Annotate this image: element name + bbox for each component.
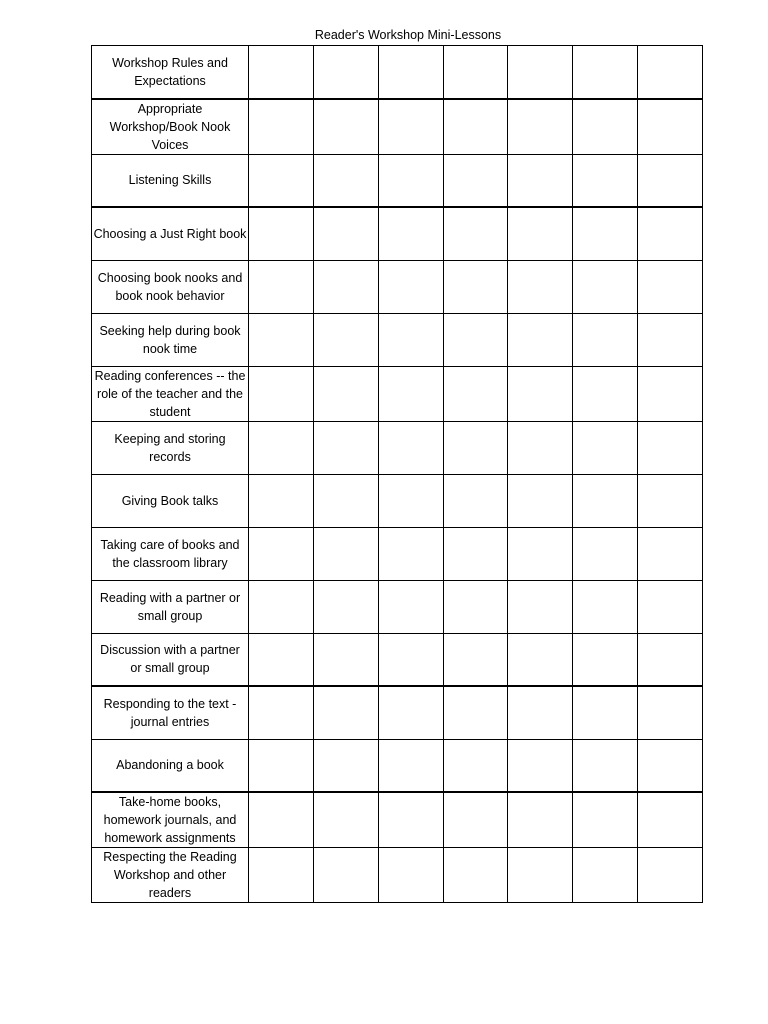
tracking-cell — [443, 474, 508, 527]
tracking-cell — [443, 739, 508, 792]
tracking-cell — [313, 474, 378, 527]
tracking-cell — [638, 527, 703, 580]
tracking-cell — [638, 313, 703, 366]
table-row — [92, 421, 703, 474]
tracking-cell — [249, 260, 314, 313]
tracking-cell — [573, 207, 638, 260]
lesson-label-cell: Reading conferences -- the role of the teacher and the student — [92, 366, 249, 421]
tracking-cell — [249, 792, 314, 848]
tracking-cell — [443, 792, 508, 848]
lesson-label-cell: Respecting the Reading Workshop and other readers — [92, 848, 249, 903]
mini-lessons-table — [91, 45, 703, 903]
lesson-label-cell: Choosing a Just Right book — [92, 207, 249, 260]
page-title: Reader's Workshop Mini-Lessons — [314, 28, 502, 42]
lesson-label-cell: Appropriate Workshop/Book Nook Voices — [92, 99, 249, 155]
lesson-label-cell: Take-home books, homework journals, and homework assignments — [92, 792, 249, 848]
tracking-cell — [443, 527, 508, 580]
tracking-cell — [638, 792, 703, 848]
table-row — [92, 313, 703, 366]
tracking-cell — [249, 686, 314, 739]
tracking-cell — [378, 46, 443, 99]
table-row — [92, 633, 703, 686]
lesson-label-cell: Taking care of books and the classroom library — [92, 527, 249, 580]
tracking-cell — [508, 686, 573, 739]
tracking-cell — [638, 739, 703, 792]
tracking-cell — [378, 633, 443, 686]
tracking-cell — [573, 527, 638, 580]
tracking-cell — [313, 686, 378, 739]
tracking-cell — [378, 313, 443, 366]
tracking-cell — [573, 848, 638, 903]
lesson-label-cell: Giving Book talks — [92, 474, 249, 527]
table-row — [92, 99, 703, 155]
tracking-cell — [313, 739, 378, 792]
tracking-cell — [508, 527, 573, 580]
tracking-cell — [573, 154, 638, 207]
tracking-cell — [249, 580, 314, 633]
lesson-label-cell: Abandoning a book — [92, 739, 249, 792]
table-row — [92, 686, 703, 739]
tracking-cell — [443, 421, 508, 474]
tracking-cell — [378, 848, 443, 903]
lesson-label-cell: Workshop Rules and Expectations — [92, 46, 249, 99]
tracking-cell — [508, 580, 573, 633]
table-row — [92, 580, 703, 633]
tracking-cell — [249, 474, 314, 527]
table-row — [92, 739, 703, 792]
tracking-cell — [638, 366, 703, 421]
tracking-cell — [313, 366, 378, 421]
tracking-cell — [249, 154, 314, 207]
tracking-cell — [378, 527, 443, 580]
tracking-cell — [378, 99, 443, 155]
tracking-cell — [508, 99, 573, 155]
table-row — [92, 474, 703, 527]
tracking-cell — [508, 313, 573, 366]
tracking-cell — [378, 154, 443, 207]
table-row — [92, 46, 703, 99]
tracking-cell — [508, 46, 573, 99]
tracking-cell — [573, 366, 638, 421]
table-row — [92, 366, 703, 421]
tracking-cell — [313, 46, 378, 99]
tracking-cell — [249, 421, 314, 474]
tracking-cell — [573, 313, 638, 366]
lesson-label-cell: Listening Skills — [92, 154, 249, 207]
tracking-cell — [573, 633, 638, 686]
tracking-cell — [443, 260, 508, 313]
table-row — [92, 154, 703, 207]
tracking-cell — [573, 792, 638, 848]
lesson-label-cell: Reading with a partner or small group — [92, 580, 249, 633]
lesson-label-cell: Keeping and storing records — [92, 421, 249, 474]
tracking-cell — [313, 848, 378, 903]
table-row — [92, 848, 703, 903]
tracking-cell — [313, 99, 378, 155]
tracking-cell — [249, 527, 314, 580]
tracking-cell — [508, 207, 573, 260]
tracking-cell — [249, 848, 314, 903]
tracking-cell — [508, 421, 573, 474]
tracking-cell — [508, 739, 573, 792]
table-row — [92, 260, 703, 313]
tracking-cell — [443, 366, 508, 421]
tracking-cell — [508, 792, 573, 848]
tracking-cell — [638, 207, 703, 260]
lesson-label-cell: Discussion with a partner or small group — [92, 633, 249, 686]
tracking-cell — [249, 739, 314, 792]
tracking-cell — [249, 633, 314, 686]
tracking-cell — [249, 366, 314, 421]
tracking-cell — [378, 366, 443, 421]
tracking-cell — [508, 154, 573, 207]
tracking-cell — [443, 633, 508, 686]
tracking-cell — [573, 580, 638, 633]
tracking-cell — [378, 421, 443, 474]
tracking-cell — [378, 207, 443, 260]
tracking-cell — [573, 739, 638, 792]
tracking-cell — [573, 260, 638, 313]
tracking-cell — [443, 313, 508, 366]
tracking-cell — [249, 207, 314, 260]
tracking-cell — [378, 686, 443, 739]
tracking-cell — [443, 154, 508, 207]
tracking-cell — [378, 474, 443, 527]
tracking-cell — [313, 633, 378, 686]
tracking-cell — [638, 580, 703, 633]
tracking-cell — [508, 366, 573, 421]
tracking-cell — [638, 46, 703, 99]
tracking-cell — [313, 154, 378, 207]
tracking-cell — [508, 848, 573, 903]
table-row — [92, 792, 703, 848]
tracking-cell — [443, 686, 508, 739]
tracking-cell — [313, 313, 378, 366]
tracking-cell — [313, 421, 378, 474]
tracking-cell — [638, 474, 703, 527]
tracking-cell — [443, 99, 508, 155]
tracking-cell — [638, 154, 703, 207]
tracking-cell — [638, 260, 703, 313]
tracking-cell — [638, 686, 703, 739]
tracking-cell — [638, 99, 703, 155]
tracking-cell — [313, 792, 378, 848]
tracking-cell — [313, 207, 378, 260]
tracking-cell — [508, 633, 573, 686]
tracking-cell — [573, 474, 638, 527]
tracking-cell — [443, 207, 508, 260]
tracking-cell — [378, 739, 443, 792]
lesson-label-cell: Choosing book nooks and book nook behavior — [92, 260, 249, 313]
tracking-cell — [508, 474, 573, 527]
tracking-cell — [443, 848, 508, 903]
tracking-cell — [313, 260, 378, 313]
tracking-cell — [573, 686, 638, 739]
tracking-cell — [638, 633, 703, 686]
tracking-cell — [443, 580, 508, 633]
tracking-cell — [249, 46, 314, 99]
tracking-cell — [573, 99, 638, 155]
tracking-cell — [249, 99, 314, 155]
table-row — [92, 527, 703, 580]
tracking-cell — [378, 792, 443, 848]
tracking-cell — [638, 421, 703, 474]
mini-lessons-table-body — [92, 46, 703, 903]
tracking-cell — [313, 580, 378, 633]
tracking-cell — [378, 580, 443, 633]
tracking-cell — [443, 46, 508, 99]
tracking-cell — [508, 260, 573, 313]
tracking-cell — [313, 527, 378, 580]
tracking-cell — [573, 46, 638, 99]
table-row — [92, 207, 703, 260]
tracking-cell — [573, 421, 638, 474]
tracking-cell — [378, 260, 443, 313]
tracking-cell — [249, 313, 314, 366]
lesson-label-cell: Responding to the text - journal entries — [92, 686, 249, 739]
tracking-cell — [638, 848, 703, 903]
lesson-label-cell: Seeking help during book nook time — [92, 313, 249, 366]
